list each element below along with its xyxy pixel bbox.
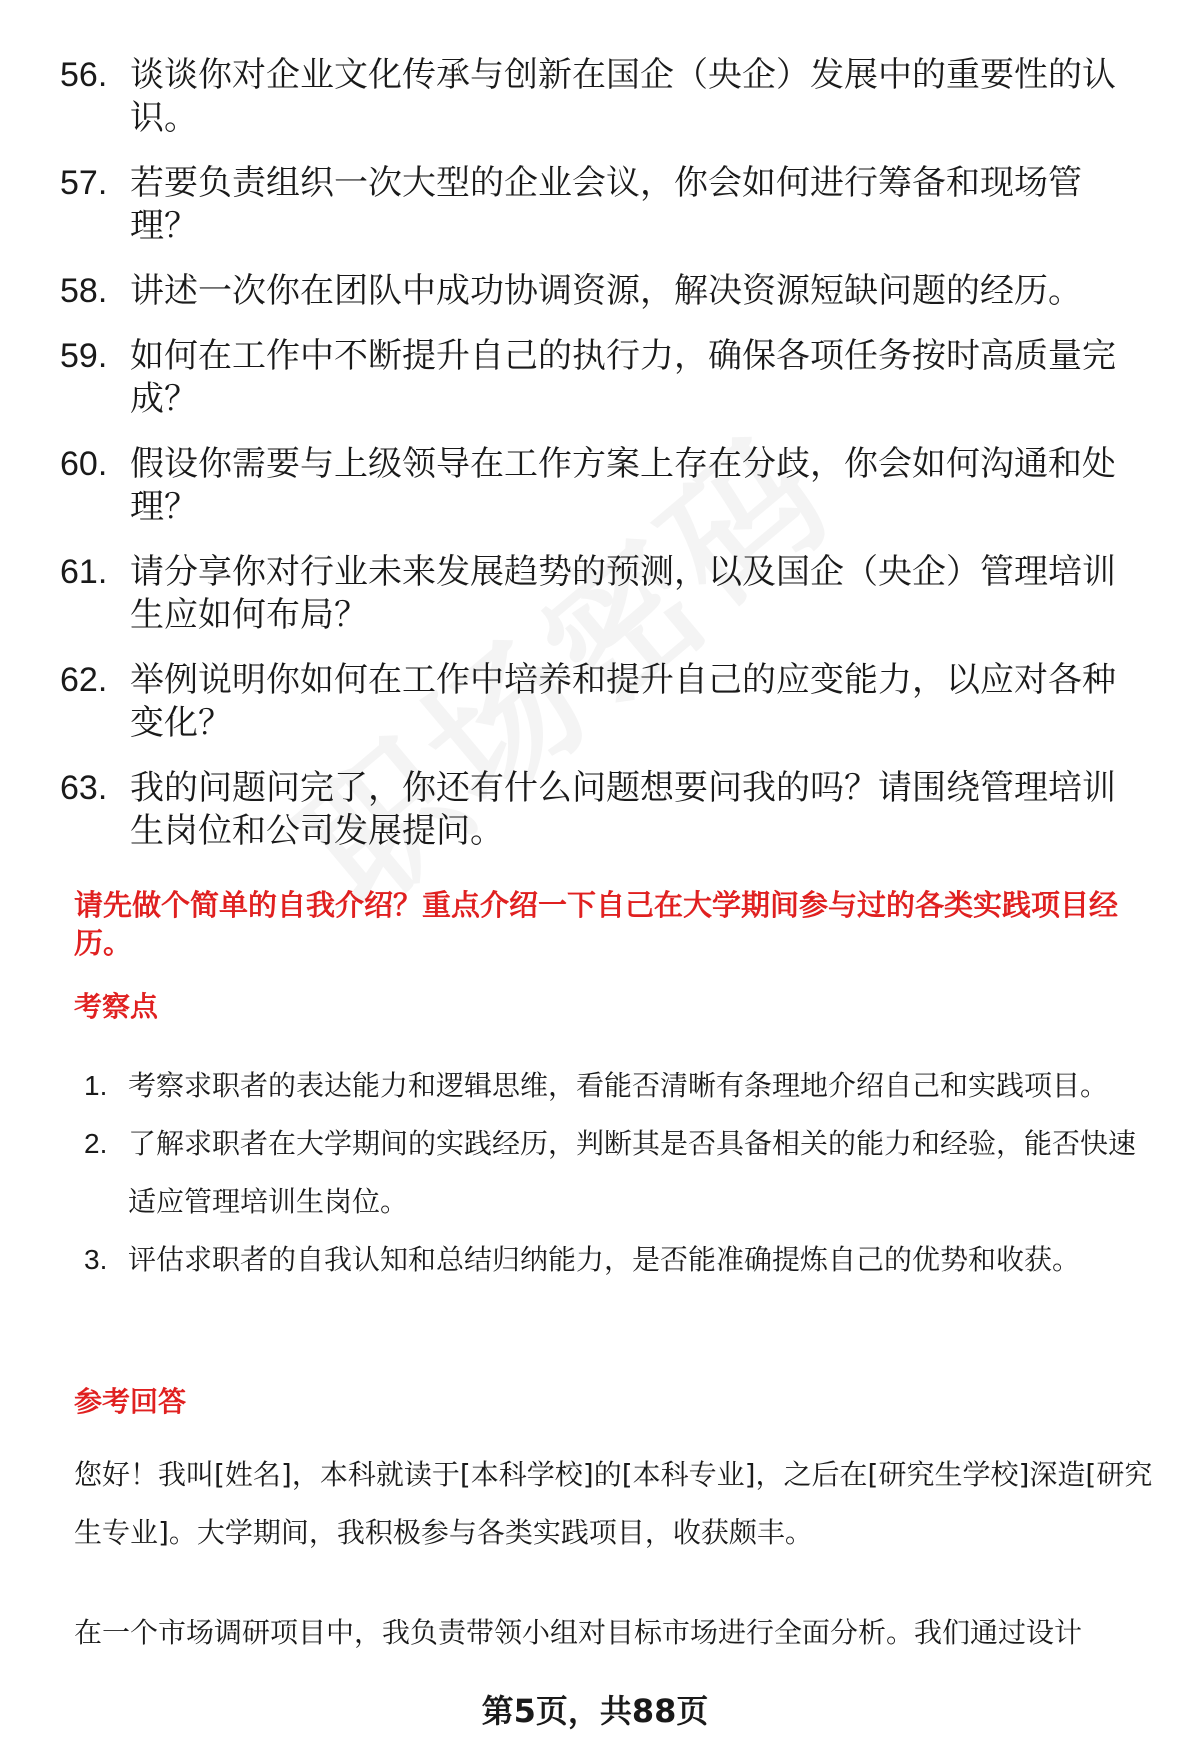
question-item xyxy=(60,443,1145,529)
focus-point-text: 考察求职者的表达能力和逻辑思维，看能否清晰有条理地介绍自己和实践项目。 xyxy=(128,1069,1109,1102)
answer-paragraph: 您好！我叫[姓名]，本科就读于[本科学校]的[本科专业]，之后在[研究生学校]深造[研究生专业]。大学期间，我积极参与各类实践项目，收获颇丰。 xyxy=(74,1458,1153,1549)
focus-point-number: 2. xyxy=(84,1128,108,1159)
question-number: 63. xyxy=(60,769,108,807)
answer-heading: 参考回答 xyxy=(74,1385,187,1418)
question-number: 56. xyxy=(60,56,108,94)
question-text: 若要负责组织一次大型的企业会议，你会如何进行筹备和现场管理？ xyxy=(130,163,1082,246)
question-number: 60. xyxy=(60,445,108,483)
focus-point-item xyxy=(84,1231,1154,1289)
question-text: 我的问题问完了，你还有什么问题想要问我的吗？请围绕管理培训生岗位和公司发展提问。 xyxy=(130,768,1116,851)
question-item xyxy=(60,551,1145,637)
question-list xyxy=(60,54,1145,875)
question-number: 57. xyxy=(60,164,108,202)
focus-point-number: 1. xyxy=(84,1070,108,1101)
question-text: 讲述一次你在团队中成功协调资源，解决资源短缺问题的经历。 xyxy=(130,271,1082,311)
section-question-heading: 请先做个简单的自我介绍？重点介绍一下自己在大学期间参与过的各类实践项目经历。 xyxy=(74,888,1119,960)
page-footer: 第5页，共88页 xyxy=(481,1692,709,1730)
answer-paragraph: 在一个市场调研项目中，我负责带领小组对目标市场进行全面分析。我们通过设计 xyxy=(74,1616,1083,1649)
focus-heading: 考察点 xyxy=(74,990,159,1023)
question-text: 如何在工作中不断提升自己的执行力，确保各项任务按时高质量完成？ xyxy=(130,336,1116,419)
question-number: 61. xyxy=(60,553,108,591)
question-text: 举例说明你如何在工作中培养和提升自己的应变能力，以应对各种变化？ xyxy=(130,660,1116,743)
question-item xyxy=(60,162,1145,248)
question-item xyxy=(60,767,1145,853)
question-item xyxy=(60,659,1145,745)
focus-point-item xyxy=(84,1115,1154,1231)
question-text: 请分享你对行业未来发展趋势的预测，以及国企（央企）管理培训生应如何布局？ xyxy=(130,552,1116,635)
question-text: 谈谈你对企业文化传承与创新在国企（央企）发展中的重要性的认识。 xyxy=(130,55,1116,138)
question-number: 62. xyxy=(60,661,108,699)
question-number: 59. xyxy=(60,337,108,375)
question-item xyxy=(60,270,1145,313)
question-text: 假设你需要与上级领导在工作方案上存在分歧，你会如何沟通和处理？ xyxy=(130,444,1116,527)
question-item xyxy=(60,54,1145,140)
question-number: 58. xyxy=(60,272,108,310)
focus-point-number: 3. xyxy=(84,1244,108,1275)
focus-point-text: 了解求职者在大学期间的实践经历，判断其是否具备相关的能力和经验，能否快速适应管理培训生岗位。 xyxy=(128,1127,1137,1218)
focus-points-list xyxy=(84,1057,1154,1289)
question-item xyxy=(60,335,1145,421)
focus-point-item xyxy=(84,1057,1154,1115)
focus-point-text: 评估求职者的自我认知和总结归纳能力，是否能准确提炼自己的优势和收获。 xyxy=(128,1243,1081,1276)
